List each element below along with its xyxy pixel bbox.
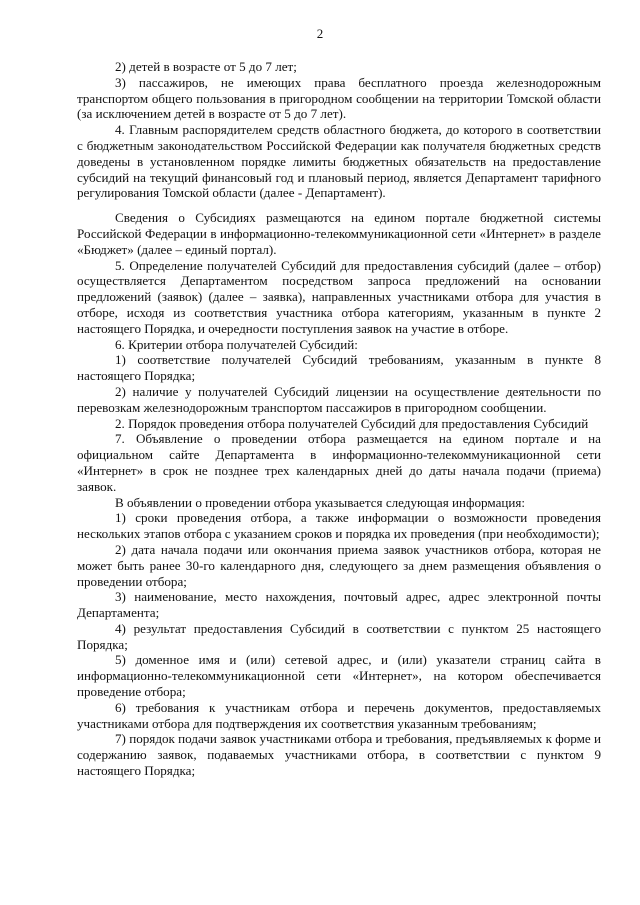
paragraph: 1) соответствие получателей Субсидий требованиям, указанным в пункте 8 настоящего Порядка; bbox=[77, 352, 601, 384]
paragraph: 2) наличие у получателей Субсидий лицензии на осуществление деятельности по перевозкам железнодорожным транспортом пассажиров в пригородном сообщении. bbox=[77, 383, 601, 415]
paragraph: 3) наименование, место нахождения, почтовый адрес, адрес электронной почты Департамента; bbox=[77, 589, 601, 621]
paragraph: 6. Критерии отбора получателей Субсидий: bbox=[115, 336, 358, 352]
paragraph: 5) доменное имя и (или) сетевой адрес, и (или) указатели страниц сайта в информационно-телекоммуникационной сети «Интернет», на котором обеспечивается проведение отбора; bbox=[77, 652, 601, 700]
paragraph: В объявлении о проведении отбора указывается следующая информация: bbox=[115, 494, 526, 510]
paragraph: 2) дата начала подачи или окончания приема заявок участников отбора, которая не может быть ранее 30-го календарного дня, следующего за днем размещения объявления о проведении отбора; bbox=[77, 541, 601, 589]
paragraph: 4) результат предоставления Субсидий в соответствии с пунктом 25 настоящего Порядка; bbox=[77, 620, 601, 652]
section-heading: 2. Порядок проведения отбора получателей Субсидий для предоставления Субсидий bbox=[115, 415, 589, 431]
paragraph: 7) порядок подачи заявок участниками отбора и требования, предъявляемых к форме и содержанию заявок, подаваемых участниками отбора, в соответствии с пунктом 9 настоящего Порядка; bbox=[77, 731, 601, 779]
paragraph: 5. Определение получателей Субсидий для предоставления субсидий (далее – отбор) осуществляется Департаментом посредством запроса предложений на основании предложений (заявок) (далее – заявка), направленных участниками отбора для участия в отборе, исходя из соответствия участника отбора категориям, указанным в пункте 2 настоящего Порядка, и очередности поступления заявок на участие в отборе. bbox=[77, 257, 601, 336]
paragraph: 6) требования к участникам отбора и перечень документов, предоставляемых участниками отбора для подтверждения их соответствия указанным требованиям; bbox=[77, 699, 601, 731]
paragraph: 4. Главным распорядителем средств областного бюджета, до которого в соответствии с бюджетным законодательством Российской Федерации как получателя бюджетных средств доведены в установленном порядке лимиты бюджетных обязательств на предоставление субсидий на текущий финансовый год и плановый период, является Департамент тарифного регулирования Томской области (далее - Департамент). bbox=[77, 122, 601, 201]
paragraph: 1) сроки проведения отбора, а также информации о возможности проведения нескольких этапов отбора с указанием сроков и порядка их проведения (при необходимости); bbox=[77, 510, 601, 542]
paragraph: 2) детей в возрасте от 5 до 7 лет; bbox=[115, 59, 297, 74]
paragraph: 7. Объявление о проведении отбора размещается на едином портале и на официальном сайте Департамента в информационно-телекоммуникационной сети «Интернет» в срок не позднее трех календарных дней до даты начала подачи (приема) заявок. bbox=[77, 431, 601, 494]
paragraph: 3) пассажиров, не имеющих права бесплатного проезда железнодорожным транспортом общего пользования в пригородном сообщении на территории Томской области (за исключением детей в возрасте от 5 до 7 лет). bbox=[77, 74, 601, 122]
paragraph: Сведения о Субсидиях размещаются на едином портале бюджетной системы Российской Федерации в информационно-телекоммуникационной сети «Интернет» в разделе «Бюджет» (далее – единый портал). bbox=[77, 210, 601, 257]
page-number: 2 bbox=[316, 26, 324, 41]
document-body bbox=[77, 59, 601, 779]
